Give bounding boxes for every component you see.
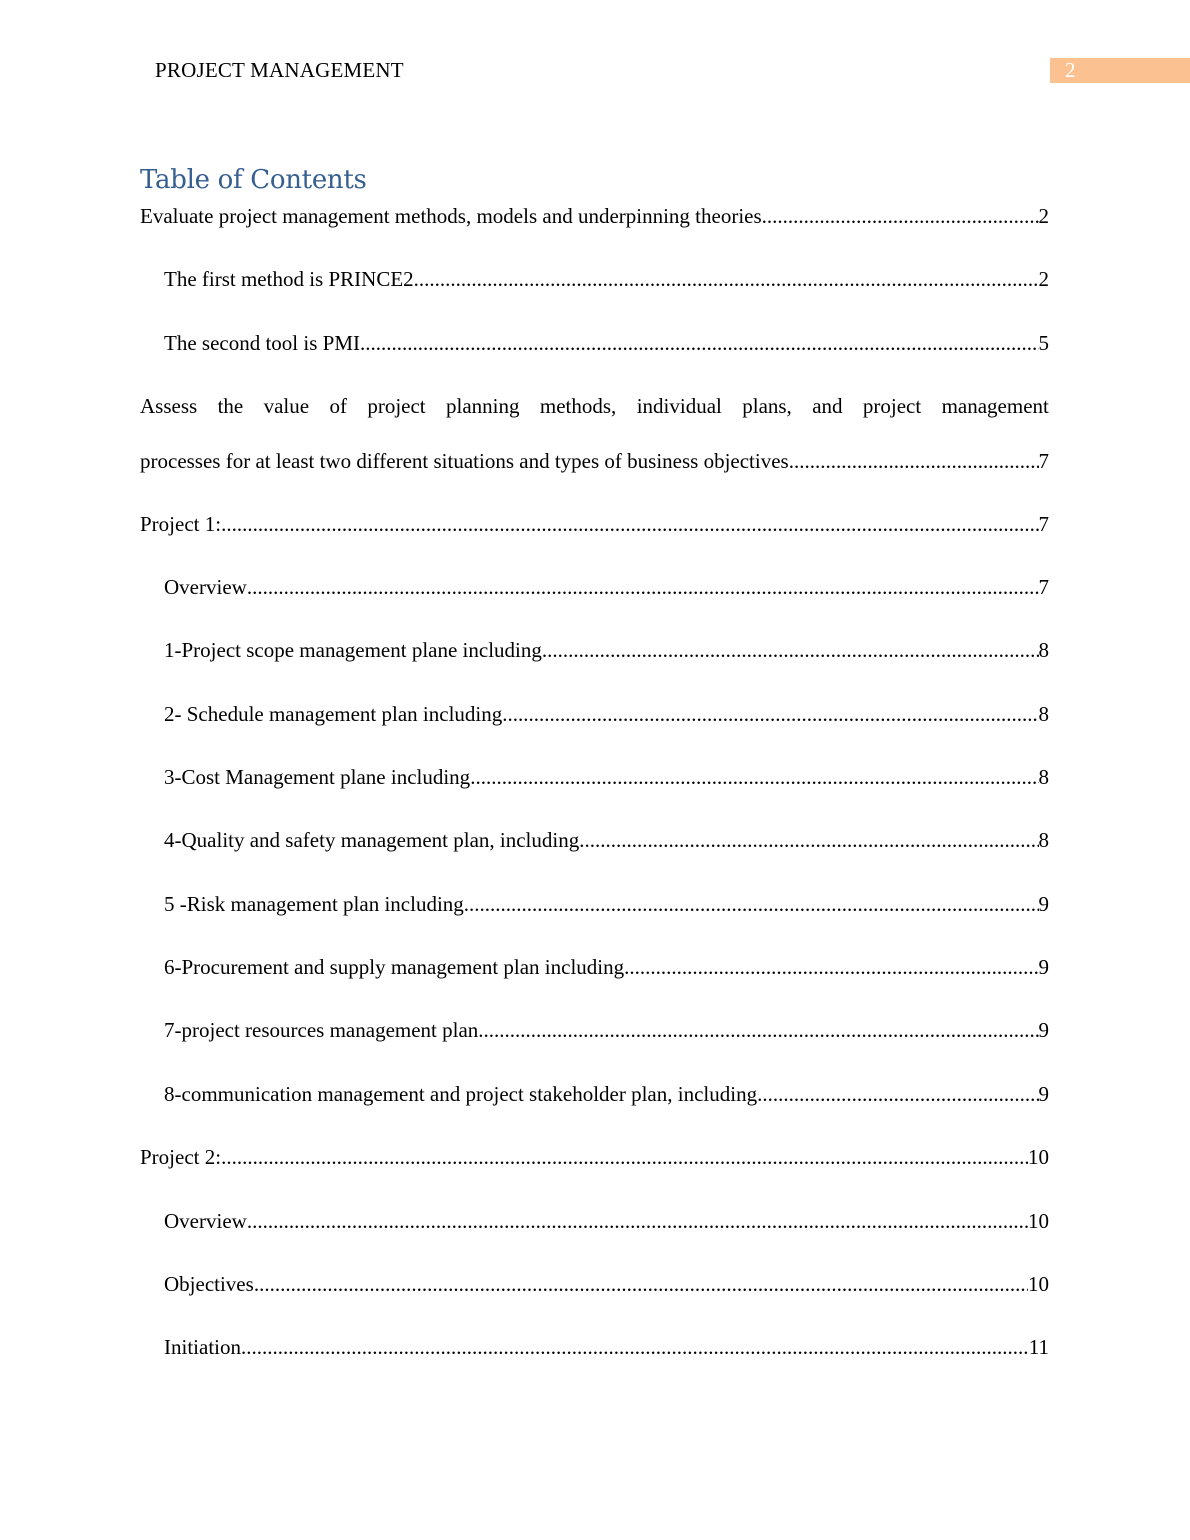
- toc-entry-page: 8: [1038, 765, 1049, 789]
- toc-entry-text-line-1: Assess the value of project planning methods, individual plans, and project management: [140, 394, 1049, 418]
- toc-entry-initiation[interactable]: [164, 1333, 1049, 1361]
- dot-leader: [464, 890, 1039, 918]
- dot-leader: [221, 1143, 1028, 1171]
- toc-entry-evaluate-methods[interactable]: [140, 202, 1049, 230]
- toc-entry-project-1-overview[interactable]: [164, 573, 1049, 601]
- dot-leader: [470, 763, 1038, 791]
- toc-entry-text: Initiation: [164, 1335, 241, 1359]
- toc-entry-page: 8: [1038, 702, 1049, 726]
- toc-entry-procurement-plan[interactable]: [164, 953, 1049, 981]
- dot-leader: [414, 265, 1039, 293]
- toc-entry-text: Overview: [164, 1209, 247, 1233]
- toc-entry-page: 9: [1038, 1082, 1049, 1106]
- toc-entry-page: 9: [1038, 892, 1049, 916]
- dot-leader: [502, 700, 1038, 728]
- toc-entry-text: Objectives: [164, 1272, 254, 1296]
- toc-entry-prince2[interactable]: [164, 265, 1049, 293]
- toc-entry-schedule-plan[interactable]: [164, 700, 1049, 728]
- toc-entry-cost-plan[interactable]: [164, 763, 1049, 791]
- toc-entry-page: 10: [1028, 1145, 1049, 1169]
- toc-entry-page: 7: [1038, 449, 1049, 473]
- toc-entry-page: 7: [1038, 512, 1049, 536]
- toc-entry-page: 10: [1028, 1272, 1049, 1296]
- toc-entry-resources-plan[interactable]: [164, 1016, 1049, 1044]
- toc-entry-text-line-2: [140, 447, 1049, 475]
- toc-entry-page: 10: [1028, 1209, 1049, 1233]
- dot-leader: [762, 202, 1039, 230]
- toc-entry-project-2-overview[interactable]: [164, 1207, 1049, 1235]
- dot-leader: [624, 953, 1038, 981]
- dot-leader: [478, 1016, 1038, 1044]
- dot-leader: [789, 447, 1039, 475]
- dot-leader: [757, 1080, 1038, 1108]
- page-number-badge: 2: [1050, 58, 1190, 83]
- toc-entry-text: 7-project resources management plan: [164, 1018, 479, 1042]
- dot-leader: [542, 636, 1039, 664]
- toc-entry-page: 5: [1038, 331, 1049, 355]
- toc-entry-text: Evaluate project management methods, models and underpinning theories: [140, 204, 762, 228]
- toc-entry-page: 9: [1038, 1018, 1049, 1042]
- dot-leader: [254, 1270, 1028, 1298]
- toc-entry-scope-plan[interactable]: [164, 636, 1049, 664]
- toc-entry-project-2[interactable]: [140, 1143, 1049, 1171]
- toc-entry-text: 5 -Risk management plan including: [164, 892, 464, 916]
- dot-leader: [221, 510, 1038, 538]
- running-header-title: PROJECT MANAGEMENT: [155, 58, 404, 82]
- toc-entry-text: 6-Procurement and supply management plan including: [164, 955, 625, 979]
- toc-entry-text: 1-Project scope management plane including: [164, 638, 542, 662]
- toc-entry-text: 3-Cost Management plane including: [164, 765, 471, 789]
- toc-entry-page: 9: [1038, 955, 1049, 979]
- toc-entry-text: Project 2:: [140, 1145, 222, 1169]
- toc-entry-page: 2: [1038, 267, 1049, 291]
- toc-heading: Table of Contents: [140, 165, 367, 195]
- dot-leader: [247, 1207, 1028, 1235]
- toc-entry-text: 4-Quality and safety management plan, including: [164, 828, 580, 852]
- toc-entry-text: processes for at least two different situations and types of business objectives: [140, 449, 789, 473]
- dot-leader: [360, 329, 1039, 357]
- toc-entry-quality-plan[interactable]: [164, 826, 1049, 854]
- toc-entry-page: 8: [1038, 828, 1049, 852]
- toc-entry-page: 2: [1038, 204, 1049, 228]
- toc-entry-communication-plan[interactable]: [164, 1080, 1049, 1108]
- toc-entry-project-1[interactable]: [140, 510, 1049, 538]
- toc-entry-text: Overview: [164, 575, 247, 599]
- toc-entry-page: 7: [1038, 575, 1049, 599]
- toc-entry-text: The first method is PRINCE2: [164, 267, 414, 291]
- dot-leader: [241, 1333, 1029, 1361]
- toc-entry-text: The second tool is PMI: [164, 331, 360, 355]
- dot-leader: [579, 826, 1038, 854]
- toc-entry-risk-plan[interactable]: [164, 890, 1049, 918]
- toc-entry-page: 11: [1028, 1335, 1049, 1359]
- toc-entry-text: 2- Schedule management plan including: [164, 702, 503, 726]
- dot-leader: [247, 573, 1039, 601]
- toc-entry-pmi[interactable]: [164, 329, 1049, 357]
- toc-entry-text: Project 1:: [140, 512, 222, 536]
- toc-entry-objectives[interactable]: [164, 1270, 1049, 1298]
- toc-entry-page: 8: [1038, 638, 1049, 662]
- toc-entry-text: 8-communication management and project stakeholder plan, including: [164, 1082, 758, 1106]
